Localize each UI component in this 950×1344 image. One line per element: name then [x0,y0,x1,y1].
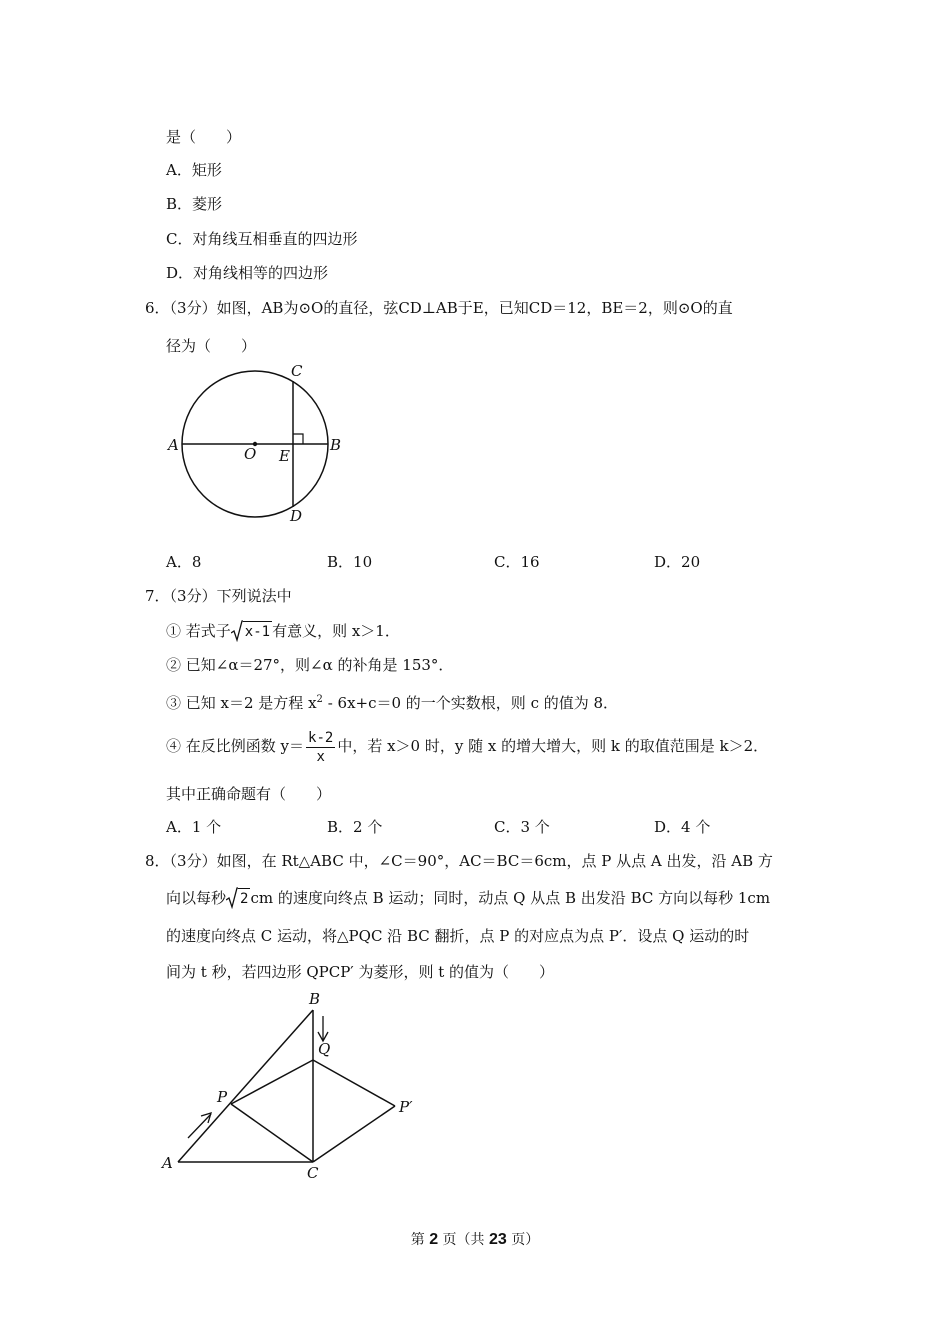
q5-option-c: C．对角线互相垂直的四边形 [166,230,358,248]
footer-mid: 页（共 [438,1232,489,1248]
q7-number: 7． [145,587,170,605]
q6-option-c: C．16 [494,553,540,571]
footer-pre: 第 [410,1232,430,1248]
q6-figure [160,355,360,525]
q8-stem-line4: 间为 t 秒，若四边形 QPCP′ 为菱形，则 t 的值为（ ） [166,963,555,981]
q8-stem-line3: 的速度向终点 C 运动，将△PQC 沿 BC 翻折，点 P 的对应点为点 P′．设点 Q 运动的时 [166,927,750,945]
q7-s4-pre: ④ 在反比例函数 y＝ [166,737,305,755]
q7-s4-numerator: k-2 [308,729,334,746]
q5-option-b: B．菱形 [166,195,223,213]
q6-score: （3分） [169,299,217,317]
q8-label-b: B [309,990,321,1008]
q7-conclusion: 其中正确命题有（ ） [166,785,332,803]
q8-stem-line2 [166,887,770,909]
q7-statement-2: ② 已知∠α＝27°，则∠α 的补角是 153°． [166,656,454,674]
q8-side-ab [178,1010,313,1162]
q8-segment-pc [231,1104,313,1162]
q7-s4-post: 中，若 x＞0 时，y 随 x 的增大增大，则 k 的取值范围是 k＞2． [337,737,769,755]
q7-stem-text: 下列说法中 [216,587,292,605]
q8-figure [155,990,435,1190]
q6-label-o: O [244,445,257,463]
q6-right-angle-mark [293,434,303,444]
q7-s1-sqrt [231,620,272,642]
q8-label-c: C [307,1164,319,1182]
q7-s1-radicand: x-1 [243,621,272,642]
q6-option-a: A．8 [166,553,202,571]
q8-number: 8． [145,852,170,870]
sqrt-sign-icon [231,620,243,642]
q7-option-d: D．4 个 [654,818,711,836]
q8-stem-line1 [145,851,773,871]
footer-total-pages: 23 [489,1231,507,1248]
q8-arrow-a-to-p-icon [188,1113,211,1138]
q8-segment-qp2 [313,1060,395,1106]
q8-line1-text: 如图，在 Rt△ABC 中，∠C＝90°，AC＝BC＝6cm，点 P 从点 A 出发，沿 AB 方 [216,852,773,870]
q6-label-c: C [291,362,303,380]
q7-s1-pre: ① 若式子 [166,622,231,640]
q7-statement-1 [166,620,400,642]
q6-label-a: A [168,436,179,454]
q7-option-b: B．2 个 [327,818,383,836]
page-footer [0,1229,950,1249]
q8-sqrt [226,887,250,909]
q7-option-a: A．1 个 [166,818,222,836]
q8-label-a: A [162,1154,173,1172]
q7-score: （3分） [169,587,217,605]
q8-segment-p2c [313,1106,395,1162]
q6-stem-line1: 如图，AB为⊙O的直径，弦CD⊥AB于E，已知CD＝12，BE＝2，则⊙O的直 [216,299,733,317]
q6-stem-line2: 径为（ ） [166,337,257,355]
q8-line2-post: cm 的速度向终点 B 运动；同时，动点 Q 从点 B 出发沿 BC 方向以每秒 1cm [250,889,771,907]
q8-radicand: 2 [238,888,250,909]
footer-post: 页） [506,1232,540,1248]
q7-s1-post: 有意义，则 x＞1． [272,622,400,640]
q5-option-d: D．对角线相等的四边形 [166,264,329,282]
q8-label-p-prime: P′ [399,1098,413,1116]
q8-label-p: P [217,1088,228,1106]
q7-s3-sup: 2 [316,694,323,705]
q6-stem [145,298,733,318]
q8-line2-pre: 向以每秒 [166,889,227,907]
footer-page-number: 2 [429,1231,439,1248]
q7-s3-pre: ③ 已知 x＝2 是方程 x [166,694,317,712]
q6-number: 6． [145,299,170,317]
q6-label-b: B [330,436,342,454]
q7-option-c: C．3 个 [494,818,550,836]
q6-label-e: E [279,447,290,465]
q8-label-q: Q [318,1040,331,1058]
q8-score: （3分） [169,852,217,870]
q7-s4-fraction [306,729,335,766]
q7-s4-denominator: x [316,748,325,765]
q6-option-b: B．10 [327,553,373,571]
q8-segment-pq [231,1060,313,1104]
q5-option-a: A．矩形 [166,161,222,179]
q7-statement-4 [166,726,768,766]
q8-arrow-b-to-q-icon [318,1016,328,1041]
q6-label-d: D [290,507,303,525]
q6-option-d: D．20 [654,553,701,571]
q5-stem-tail: 是（ ） [166,128,242,146]
q7-s3-post: - 6x+c＝0 的一个实数根，则 c 的值为 8． [322,694,619,712]
sqrt-sign-icon [226,887,238,909]
q7-stem [145,586,292,606]
q7-statement-3 [166,690,618,713]
